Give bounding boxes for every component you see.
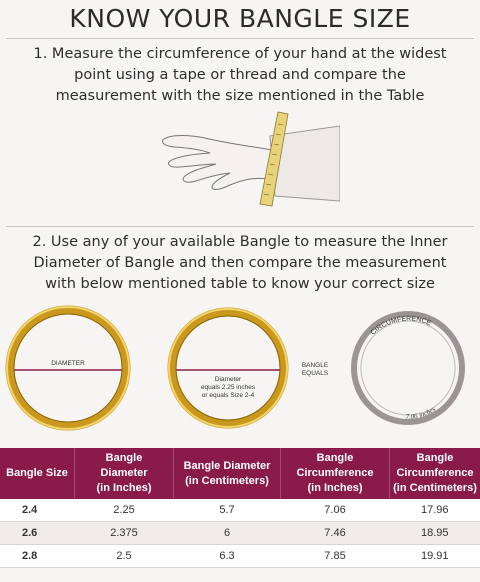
table-cell: 17.96 — [390, 499, 480, 522]
table-cell: 5.7 — [174, 499, 281, 522]
circumference-value: 7.06 inches — [405, 405, 438, 421]
header-line: Circumference — [396, 467, 474, 479]
equals-line: BANGLE — [301, 362, 329, 369]
note-line: equals 2.25 inches — [200, 384, 256, 391]
table-header-row — [0, 448, 480, 499]
hand-measuring-illustration — [150, 106, 340, 216]
header-line: Circumference — [296, 467, 374, 479]
header-line: (in Centimeters) — [185, 474, 269, 487]
column-header — [281, 448, 390, 499]
step-2-line: Diameter of Bangle and then compare the measurement — [33, 255, 447, 271]
diameter-label: DIAMETER — [51, 360, 85, 367]
header-line: Bangle — [105, 452, 143, 464]
table-row — [0, 499, 480, 522]
step-1-instructions — [8, 44, 472, 107]
table-cell: 7.46 — [281, 522, 390, 545]
header-line: (in Centimeters) — [393, 482, 477, 494]
header-line: Diameter — [100, 467, 148, 479]
bangle-size-table — [0, 448, 480, 568]
step-1-line: point using a tape or thread and compare the — [74, 67, 406, 83]
table-cell: 2.4 — [0, 499, 75, 522]
page-title: KNOW YOUR BANGLE SIZE — [69, 4, 411, 33]
table-cell: 2.6 — [0, 522, 75, 545]
table-cell: 2.375 — [75, 522, 174, 545]
bangle-measurement-illustration — [0, 300, 480, 440]
step-2-line: 2. Use any of your available Bangle to measure the Inner — [32, 234, 448, 250]
column-header — [174, 448, 281, 499]
table-row — [0, 545, 480, 568]
divider — [6, 226, 474, 227]
step-2-instructions — [8, 232, 472, 295]
header-line: Bangle — [316, 452, 354, 464]
table-cell: 6.3 — [174, 545, 281, 568]
step-1-line: measurement with the size mentioned in the Table — [55, 88, 425, 104]
header-line: Bangle Diameter — [183, 459, 271, 472]
header-line: Bangle — [416, 452, 454, 464]
table-cell: 7.06 — [281, 499, 390, 522]
step-2-line: with below mentioned table to know your correct size — [45, 276, 435, 292]
header-line: Bangle Size — [6, 467, 68, 479]
table-cell: 19.91 — [390, 545, 480, 568]
column-header — [390, 448, 480, 499]
table-cell: 2.8 — [0, 545, 75, 568]
table-cell: 2.5 — [75, 545, 174, 568]
header-line: (in Inches) — [307, 482, 363, 494]
table-cell: 2.25 — [75, 499, 174, 522]
circumference-text — [0, 300, 480, 440]
table-row — [0, 522, 480, 545]
circumference-label: CIRCUMFERENCE — [369, 315, 433, 337]
divider — [6, 38, 474, 39]
column-header — [75, 448, 174, 499]
equals-line: EQUALS — [301, 370, 329, 377]
column-header — [0, 448, 75, 499]
table-cell: 18.95 — [390, 522, 480, 545]
note-line: or equals Size 2-4 — [201, 392, 255, 399]
header-line: (in Inches) — [96, 482, 152, 494]
note-line: Diameter — [214, 376, 242, 383]
table-cell: 6 — [174, 522, 281, 545]
table-cell: 7.85 — [281, 545, 390, 568]
step-1-line: 1. Measure the circumference of your hand at the widest — [33, 46, 447, 62]
